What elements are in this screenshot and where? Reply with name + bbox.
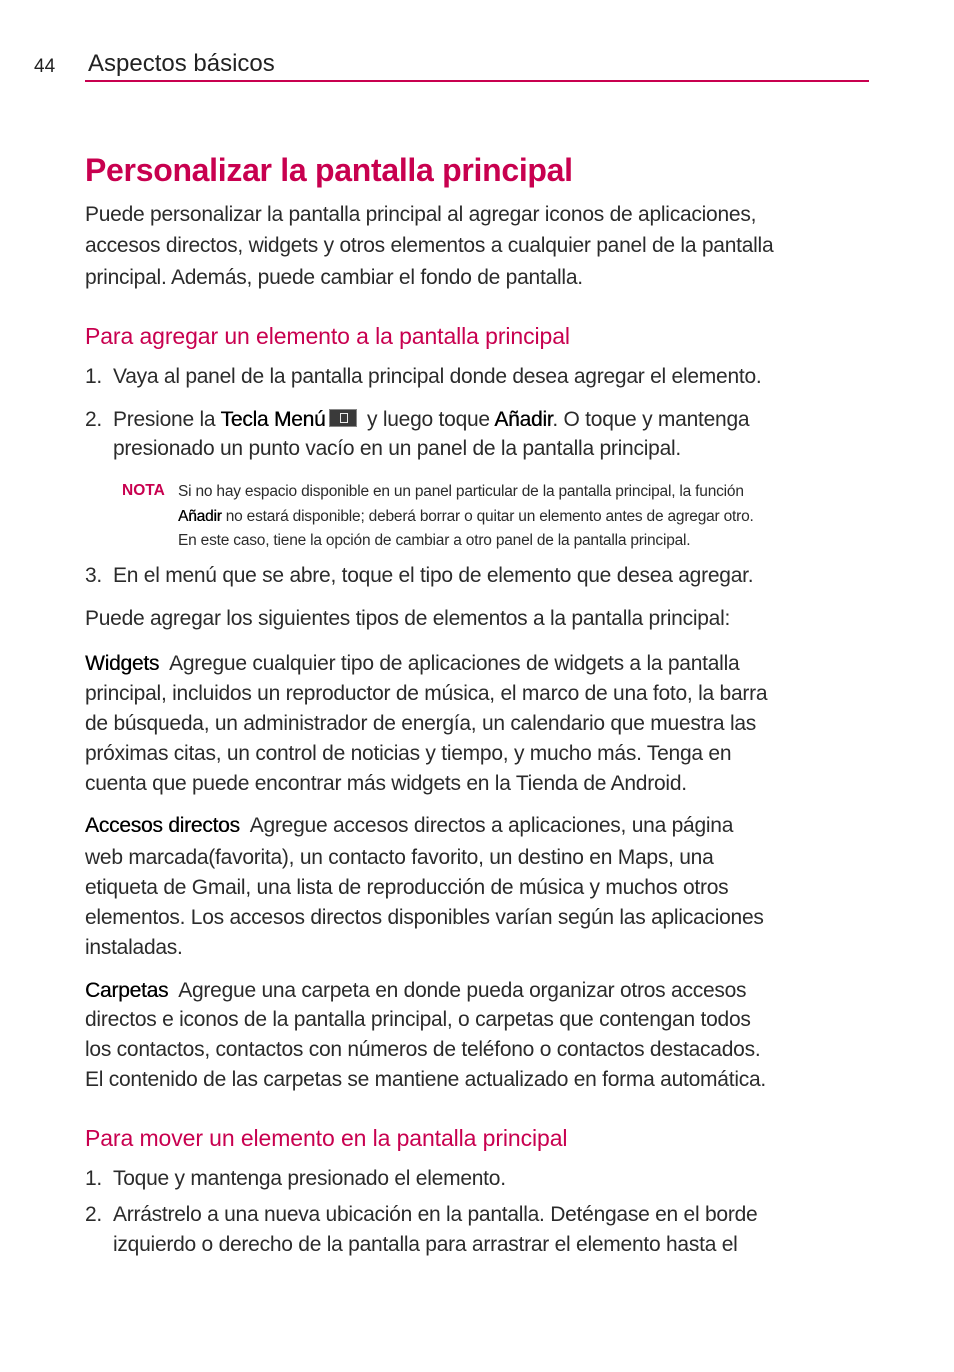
page-number: 44 (34, 56, 56, 77)
widgets-line: de búsqueda, un administrador de energía, un calendario que muestra las (85, 712, 757, 735)
menu-key-label: Tecla Menú (220, 408, 326, 431)
shortcuts-line: web marcada(favorita), un contacto favorito, un destino en Maps, una (85, 846, 714, 869)
intro-line: accesos directos, widgets y otros elementos a cualquier panel de la pantalla (85, 234, 774, 257)
step-number: 1. (85, 1167, 103, 1190)
step-text: presionado un punto vacío en un panel de la pantalla principal. (113, 437, 682, 460)
shortcuts-line (85, 813, 733, 839)
step-text: Vaya al panel de la pantalla principal donde desea agregar el elemento. (113, 365, 762, 388)
step-text: izquierdo o derecho de la pantalla para arrastrar el elemento hasta el (113, 1233, 738, 1256)
text: Agregue cualquier tipo de aplicaciones de widgets a la pantalla (159, 652, 740, 675)
shortcuts-line: instaladas. (85, 936, 183, 959)
step-number: 3. (85, 564, 103, 587)
section-title: Aspectos básicos (88, 50, 275, 77)
text: Agregue una carpeta en donde pueda organizar otros accesos (168, 979, 747, 1002)
note-text (178, 507, 754, 527)
types-intro: Puede agregar los siguientes tipos de elementos a la pantalla principal: (85, 607, 731, 630)
widgets-line (85, 651, 739, 677)
step-text (113, 407, 749, 433)
subheading-move: Para mover un elemento en la pantalla principal (85, 1125, 568, 1151)
subheading-add: Para agregar un elemento a la pantalla principal (85, 323, 570, 349)
step-number: 2. (85, 1203, 103, 1226)
text: y luego toque (361, 408, 495, 431)
widgets-line: principal, incluidos un reproductor de música, el marco de una foto, la barra (85, 682, 768, 705)
step-number: 2. (85, 408, 103, 431)
note-text: En este caso, tiene la opción de cambiar a otro panel de la pantalla principal. (178, 532, 691, 549)
shortcuts-line: etiqueta de Gmail, una lista de reproducción de música y muchos otros (85, 876, 729, 899)
menu-key-icon (329, 409, 357, 427)
folders-line: El contenido de las carpetas se mantiene actualizado en forma automática. (85, 1068, 766, 1091)
add-label: Añadir (494, 408, 553, 431)
step-text: Toque y mantenga presionado el elemento. (113, 1167, 506, 1190)
folders-line: los contactos, contactos con números de teléfono o contactos destacados. (85, 1038, 761, 1061)
page-title: Personalizar la pantalla principal (85, 152, 573, 188)
header-divider (85, 80, 869, 82)
note-label: NOTA (122, 482, 165, 499)
text: . O toque y mantenga (552, 408, 750, 431)
text: no estará disponible; deberá borrar o quitar un elemento antes de agregar otro. (221, 508, 754, 525)
intro-line: principal. Además, puede cambiar el fondo de pantalla. (85, 266, 583, 289)
widgets-term: Widgets (85, 652, 160, 675)
step-text: En el menú que se abre, toque el tipo de elemento que desea agregar. (113, 564, 754, 587)
intro-line: Puede personalizar la pantalla principal al agregar iconos de aplicaciones, (85, 203, 757, 226)
text: Presione la (113, 408, 221, 431)
folders-term: Carpetas (85, 979, 169, 1002)
shortcuts-term: Accesos directos (85, 814, 240, 837)
widgets-line: cuenta que puede encontrar más widgets en la Tienda de Android. (85, 772, 687, 795)
step-text: Arrástrelo a una nueva ubicación en la pantalla. Deténgase en el borde (113, 1203, 758, 1226)
folders-line (85, 978, 746, 1004)
text: Agregue accesos directos a aplicaciones, una página (239, 814, 734, 837)
shortcuts-line: elementos. Los accesos directos disponibles varían según las aplicaciones (85, 906, 764, 929)
widgets-line: próximas citas, un control de noticias y tiempo, y mucho más. Tenga en (85, 742, 732, 765)
folders-line: directos e iconos de la pantalla principal, o carpetas que contengan todos (85, 1008, 751, 1031)
note-text: Si no hay espacio disponible en un panel particular de la pantalla principal, la función (178, 483, 744, 500)
step-number: 1. (85, 365, 103, 388)
add-label: Añadir (178, 508, 222, 525)
